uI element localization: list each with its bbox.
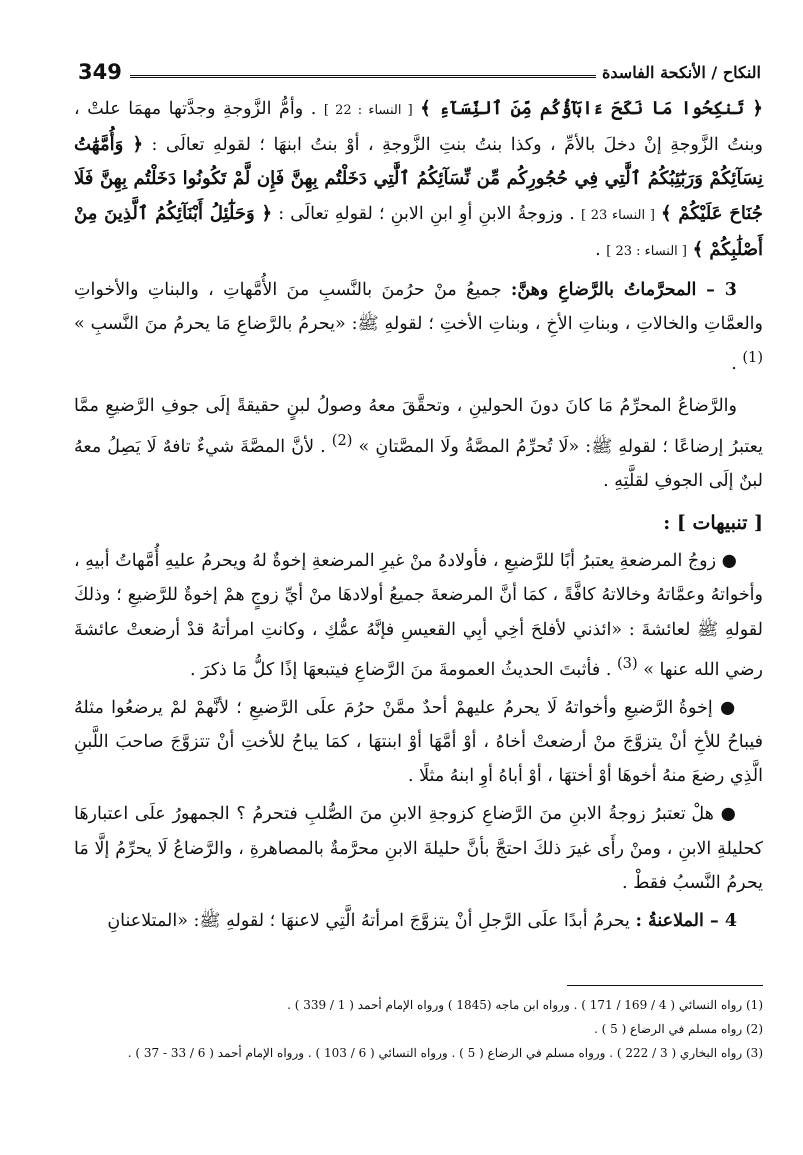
paragraph-text: . [595,239,601,260]
paragraph-text: . [731,354,737,375]
paragraph-text: هلْ تعتبرُ زوجةُ الابنِ منَ الرَّضاعِ كزوجةِ الابنِ منَ الصُّلبِ فتحرمُ ؟ الجمهورُ علَى اعتبارهَا كحليلةِ الابنِ ، ومنْ رأَى غيرَ ذلكَ احتجَّ بأنَّ حليلةَ الابنِ محرَّمةٌ بالمصاهرةِ ، والرَّضاعُ لَا يحرِّمُ إلَّا مَا يحرمُ النَّسبُ فقطْ . [74,804,763,893]
paragraph-text: جميعُ منْ حرُمنَ بالنَّسبِ منَ الأُمَّهاتِ ، والبناتِ والأخواتِ والعمَّاتِ والخالاتِ ، وبناتِ الأخِ ، وبناتِ الأختِ ؛ لقولهِ ﷺ: «يحرمُ بالرَّضاعِ مَا يحرمُ منَ النَّسبِ » [74,280,763,335]
verse-reference: [ النساء : 23 ] [606,243,687,259]
paragraph-text: زوجُ المرضعةِ يعتبرُ أبًا للرَّضيعِ ، فأولادهُ منْ غيرِ المرضعةِ إخوةٌ لهُ ويحرمُ عليهِ أُمَّهاتُ أبيهِ ، وأخواتهُ وعمَّاتهُ وخالاتهُ كافَّةً ، كمَا أنَّ المرضعةَ جميعُ أولادهَا منْ أيِّ زوجٍ همْ إخوةٌ للرَّضيعِ ؛ وذلكَ لقولهِ ﷺ لعائشةَ : «ائذني لأفلحَ أخِي أبِي القعيسِ فإنَّهُ عمُّكِ ، وكانتِ امرأتهُ قدْ أرضعتْ عائشةَ رضي الله عنها » [74,551,763,680]
notes-heading: [ تنبيهات ] : [663,511,763,534]
page-body [74,92,763,938]
paragraph-text: . وزوجةُ الابنِ أوِ ابنِ الابنِ ؛ لقولهِ تعالَى : [278,203,575,224]
quran-verse: ﴿ وَأُمَّهَٰتُ نِسَآئِكُمْ وَرَبَٰٓئِبُكُمُ ٱلَّٰتِي فِي حُجُورِكُم مِّن نِّسَآئِكُمُ ٱلَّٰتِي دَخَلْتُم بِهِنَّ فَإِن لَّمْ تَكُونُوا دَخَلْتُم بِهِنَّ فَلَا جُنَاحَ عَلَيْكُمْ ﴾ [74,134,763,224]
section-lead: 4 – الملاعنةُ : [635,910,737,931]
footnotes [76,993,763,1065]
bullet-icon: ● [720,804,737,825]
paragraph-text: والرَّضاعُ المحرِّمُ مَا كانَ دونَ الحولينِ ، وتحقَّقَ معهُ وصولُ لبنٍ حقيقةً إلَى جوفِ الرَّضيعِ ممَّا يعتبرُ إرضاعًا ؛ لقولهِ ﷺ: «لَا تُحرِّمُ المصَّةُ ولَا المصَّتانِ » [74,396,763,457]
paragraph-mutual-cursing [74,904,763,938]
note-bullet [74,544,763,687]
paragraph-text: . فأثبتَ الحديثُ العمومةَ منَ الرَّضاعِ فيتبعهَا إذًا كلُّ مَا ذكرَ . [189,659,612,680]
paragraph-text: . لأنَّ المصَّةَ شيءٌ تافهٌ لَا يَصِلُ معهُ لبنٌ إلَى الجوفِ لقلَّتِهِ . [74,436,763,491]
paragraph-text: يحرمُ أبدًا علَى الرَّجلِ أنْ يتزوَّجَ امرأتهُ الَّتِي لاعنهَا ؛ لقولهِ ﷺ: «المتلاعنانِ [107,910,630,931]
bullet-icon: ● [721,551,737,572]
running-title: النكاح / الأنكحة الفاسدة [602,62,761,82]
footnote: (2) رواه مسلم في الرضاع ( 5 ) . [593,1022,763,1036]
footnote-marker: (2) [331,431,353,449]
page-header [78,58,761,86]
paragraph-fosterage [74,273,763,381]
section-lead: 3 – المحرَّماتُ بالرَّضاعِ وهنَّ: [510,280,737,301]
verse-reference: [ النساء : 22 ] [323,103,413,118]
footnote-marker: (3) [616,654,638,672]
quran-verse: ﴿ وَحَلَٰٓئِلُ أَبْنَآئِكُمُ ٱلَّذِينَ مِنْ أَصْلَٰبِكُمْ ﴾ [74,202,763,260]
paragraph-text: إخوةُ الرَّضيعِ وأخواتهُ لَا يحرمُ عليهمْ أحدٌ ممَّنْ حرُمَ علَى الرَّضيعِ ؛ لأنَّهمْ لمْ يرضعُوا مثلهُ فيباحُ للأخِ أنْ يتزوَّجَ منْ أرضعتْ أخاهُ ، أوْ أمَّهَا أوْ ابنتهَا ، كمَا يباحُ للأختِ أنْ تتزوَّجَ صاحبَ اللَّبنِ الَّذِي رضعَ منهُ أخوهَا أوْ أختهَا ، أوْ أباهُ أوِ ابنهُ مثلًا . [74,697,763,787]
footnote: (3) رواه البخاري ( 3 / 222 ) . ورواه مسلم في الرضاع ( 5 ) . ورواه النسائي ( 6 / 103 ) . ورواه الإمام أحمد ( 6 / 33 - 37 ) . [127,1046,763,1060]
note-bullet [74,691,763,794]
footnote-separator [567,985,763,986]
bullet-icon: ● [719,697,737,718]
paragraph-kinship-by-marriage [74,92,763,269]
note-bullet [74,797,763,900]
quran-verse: ﴿ تَنكِحُوا مَا نَكَحَ ءَابَآؤُكُم مِّنَ ٱلنِّسَآءِ ﴾ [420,98,763,119]
footnote-marker: (1) [742,349,763,367]
paragraph-text: . وأمُّ الزَّوجةِ وجدَّتها مهمَا علتْ ، وبنتُ الزَّوجةِ إنْ دخلَ بالأمِّ ، وكذا بنتُ بنتِ الزَّوجةِ ، أوْ بنتُ ابنهَا ؛ لقولهِ تعالَى : [74,99,763,156]
header-rule [130,75,596,78]
paragraph-prohibiting-suckling [74,389,763,497]
verse-reference: [ النساء 23 ] [580,207,655,223]
page-number: 349 [78,60,122,84]
footnote: (1) رواه النسائي ( 4 / 169 / 171 ) . ورواه ابن ماجه (1845 ) ورواه الإمام أحمد ( 1 / 339 ) . [287,998,763,1012]
